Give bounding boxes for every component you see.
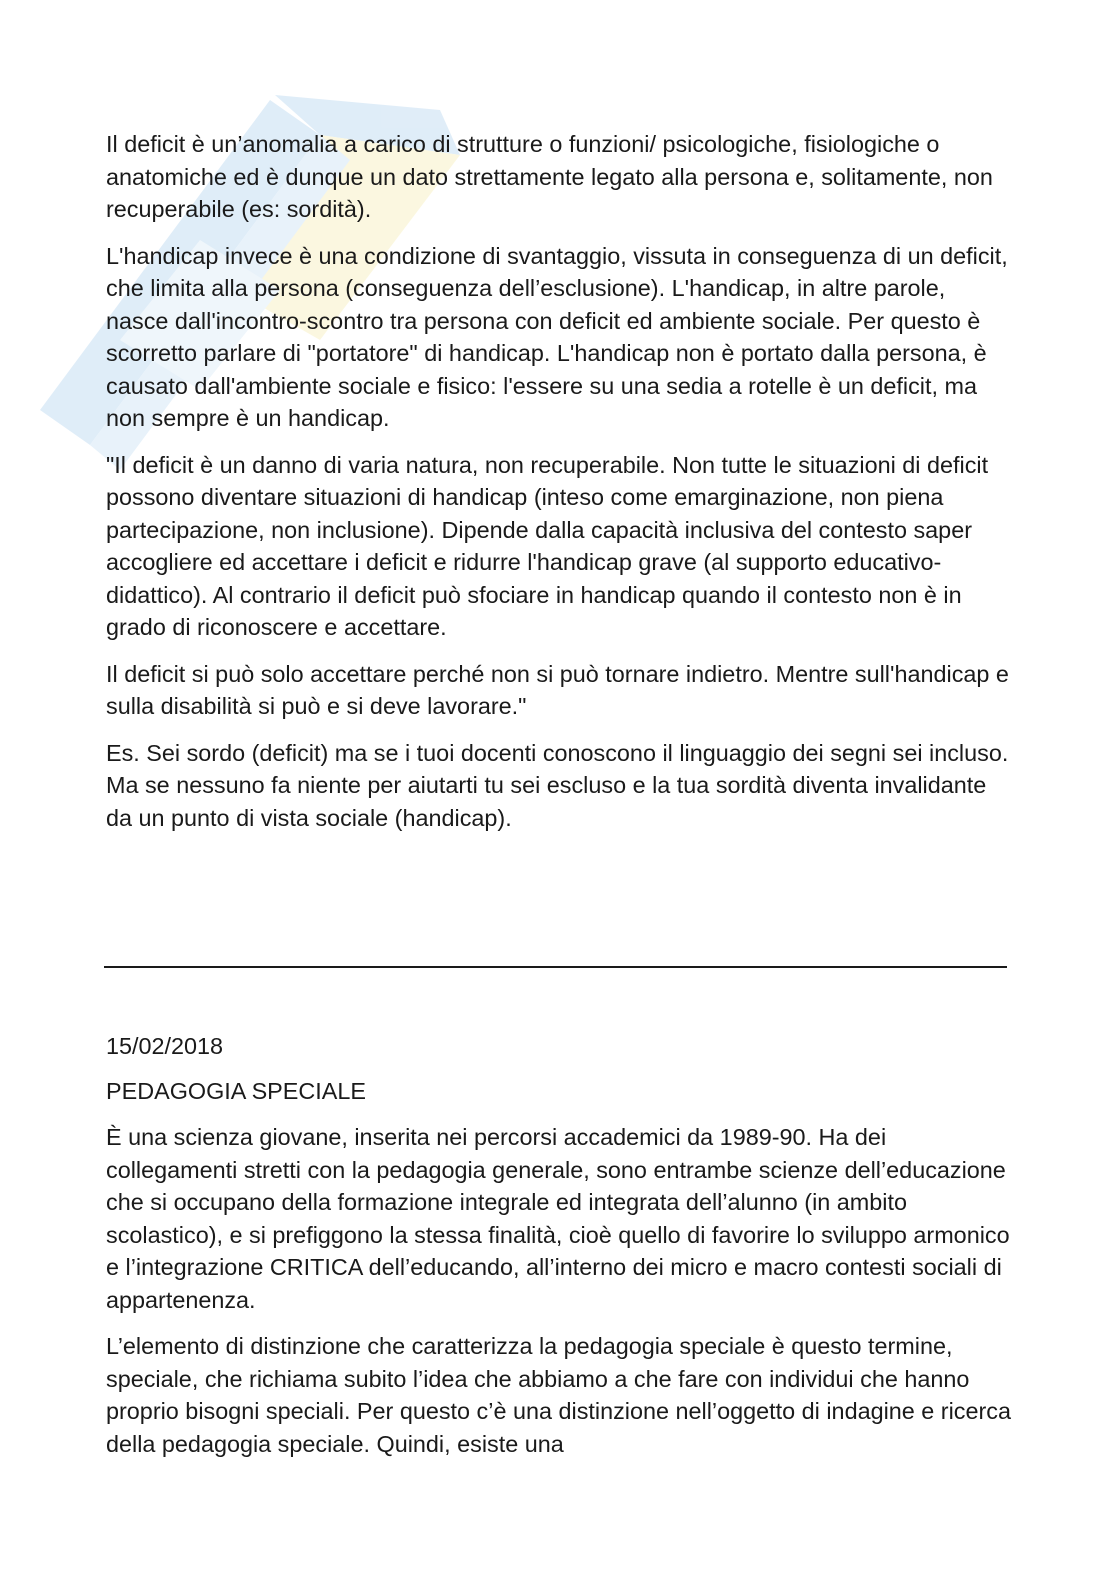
paragraph-example: Es. Sei sordo (deficit) ma se i tuoi docenti conoscono il linguaggio dei segni sei incluso. Ma se nessuno fa niente per aiutarti tu sei escluso e la tua sordità diventa invalidante da un punto di vista sociale (handicap). bbox=[106, 739, 1009, 831]
paragraph-handicap-definition: L'handicap invece è una condizione di svantaggio, vissuta in conseguenza di un deficit, che limita alla persona (conseguenza dell’esclusione). L'handicap, in altre parole, nasce dall'incontro-scontro tra persona con deficit ed ambiente sociale. Per questo è scorretto parlare di "portatore" di handicap. L'handicap non è portato dalla persona, è causato dall'ambiente sociale e fisico: l'essere su una sedia a rotelle è un deficit, ma non sempre è un handicap. bbox=[106, 242, 1008, 431]
section-pedagogia-speciale bbox=[106, 1030, 1011, 1474]
section-divider bbox=[104, 966, 1007, 968]
section-date: 15/02/2018 bbox=[106, 1033, 224, 1059]
document-page bbox=[106, 128, 1011, 848]
section-heading: PEDAGOGIA SPECIALE bbox=[106, 1077, 366, 1104]
paragraph-deficit-quote: "Il deficit è un danno di varia natura, non recuperabile. Non tutte le situazioni di deficit possono diventare situazioni di handicap (inteso come emarginazione, non piena partecipazione, non inclusione). Dipende dalla capacità inclusiva del contesto saper accogliere ed accettare i deficit e ridurre l'handicap grave (al supporto educativo-didattico). Al contrario il deficit può sfociare in handicap quando il contesto non è in grado di riconoscere e accettare. bbox=[106, 451, 989, 640]
paragraph-deficit-definition: Il deficit è un’anomalia a carico di strutture o funzioni/ psicologiche, fisiologiche o anatomiche ed è dunque un dato strettamente legato alla persona e, solitamente, non recuperabile (es: sordità). bbox=[106, 131, 993, 222]
paragraph-elemento-distinzione: L’elemento di distinzione che caratterizza la pedagogia speciale è questo termine, speciale, che richiama subito l’idea che abbiamo a che fare con individui che hanno proprio bisogni speciali. Per questo c’è una distinzione nell’oggetto di indagine e ricerca della pedagogia speciale. Quindi, esiste una bbox=[106, 1333, 1011, 1457]
paragraph-scienza-giovane: È una scienza giovane, inserita nei percorsi accademici da 1989-90. Ha dei collegamenti stretti con la pedagogia generale, sono entrambe scienze dell’educazione che si occupano della formazione integrale ed integrata dell’alunno (in ambito scolastico), e si prefiggono la stessa finalità, cioè quello di favorire lo sviluppo armonico e l’integrazione CRITICA dell’educando, all’interno dei micro e macro contesti sociali di appartenenza. bbox=[106, 1124, 1010, 1313]
paragraph-deficit-acceptance: Il deficit si può solo accettare perché non si può tornare indietro. Mentre sull'handicap e sulla disabilità si può e si deve lavorare." bbox=[106, 660, 1009, 719]
